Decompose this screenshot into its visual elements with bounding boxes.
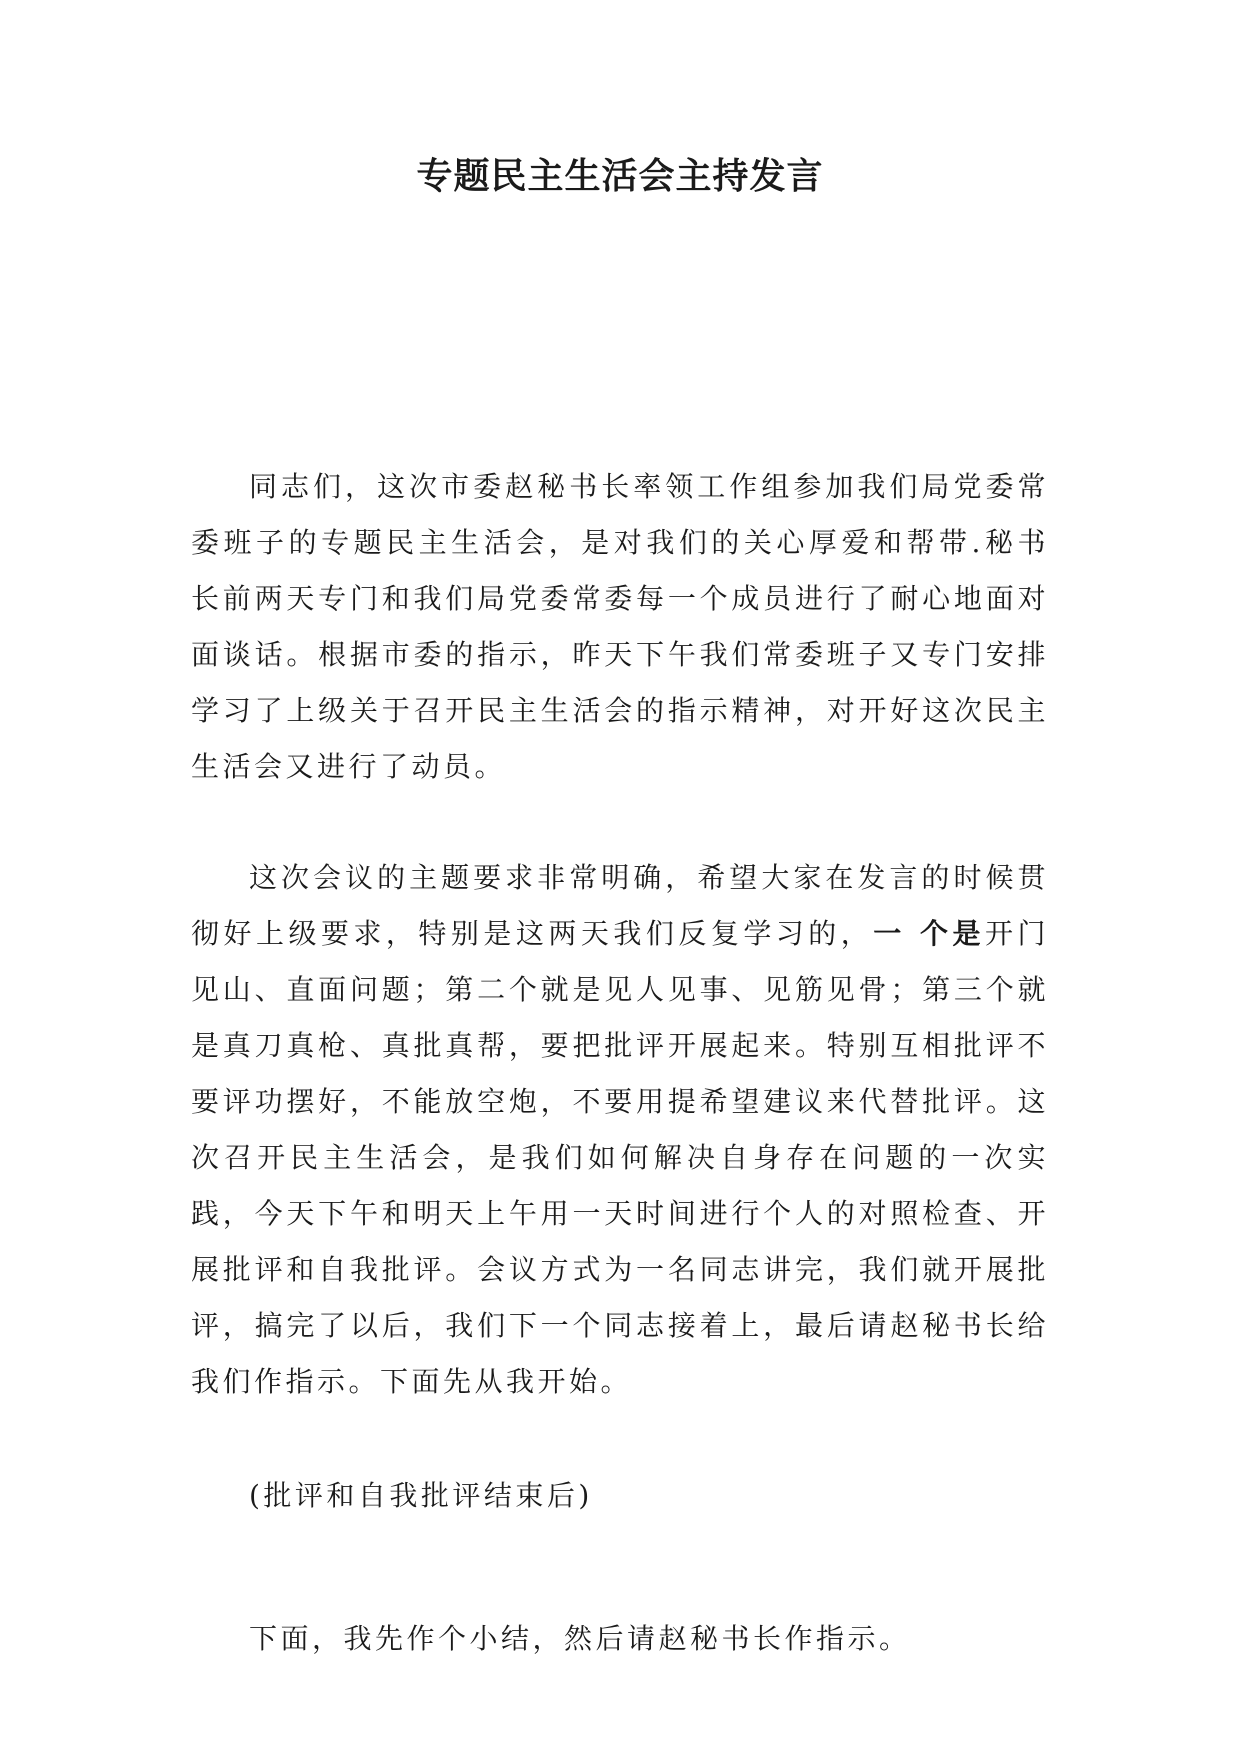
- paragraph-text-after: 开门见山、直面问题；第二个就是见人见事、见筋见骨；第三个就是真刀真枪、真批真帮，要把批评开展起来。特别互相批评不要评功摆好，不能放空炮，不要用提希望建议来代替批评。这次召开民主生活会，是我们如何解决自身存在问题的一次实践，今天下午和明天上午用一天时间进行个人的对照检查、开展批评和自我批评。会议方式为一名同志讲完，我们就开展批评，搞完了以后，我们下一个同志接着上，最后请赵秘书长给我们作指示。下面先从我开始。: [191, 917, 1049, 1398]
- paragraph-closing: 下面，我先作个小结，然后请赵秘书长作指示。: [249, 1622, 911, 1655]
- paragraph-stage-note: (批评和自我批评结束后): [249, 1479, 593, 1512]
- paragraph-text-before: 这次会议的主题要求非常明确，希望大家在发言的时候贯彻好上级要求，特别是这两天我们反复学习的，: [191, 861, 1049, 950]
- document-title: 专题民主生活会主持发言: [416, 156, 824, 197]
- paragraph-meeting-requirements: [191, 850, 1049, 1410]
- paragraph-opening: 同志们，这次市委赵秘书长率领工作组参加我们局党委常委班子的专题民主生活会，是对我们的关心厚爱和帮带.秘书长前两天专门和我们局党委常委每一个成员进行了耐心地面对面谈话。根据市委的指示，昨天下午我们常委班子又专门安排学习了上级关于召开民主生活会的指示精神，对开好这次民主生活会又进行了动员。: [191, 470, 1049, 783]
- bold-phrase: 一 个是: [873, 917, 985, 950]
